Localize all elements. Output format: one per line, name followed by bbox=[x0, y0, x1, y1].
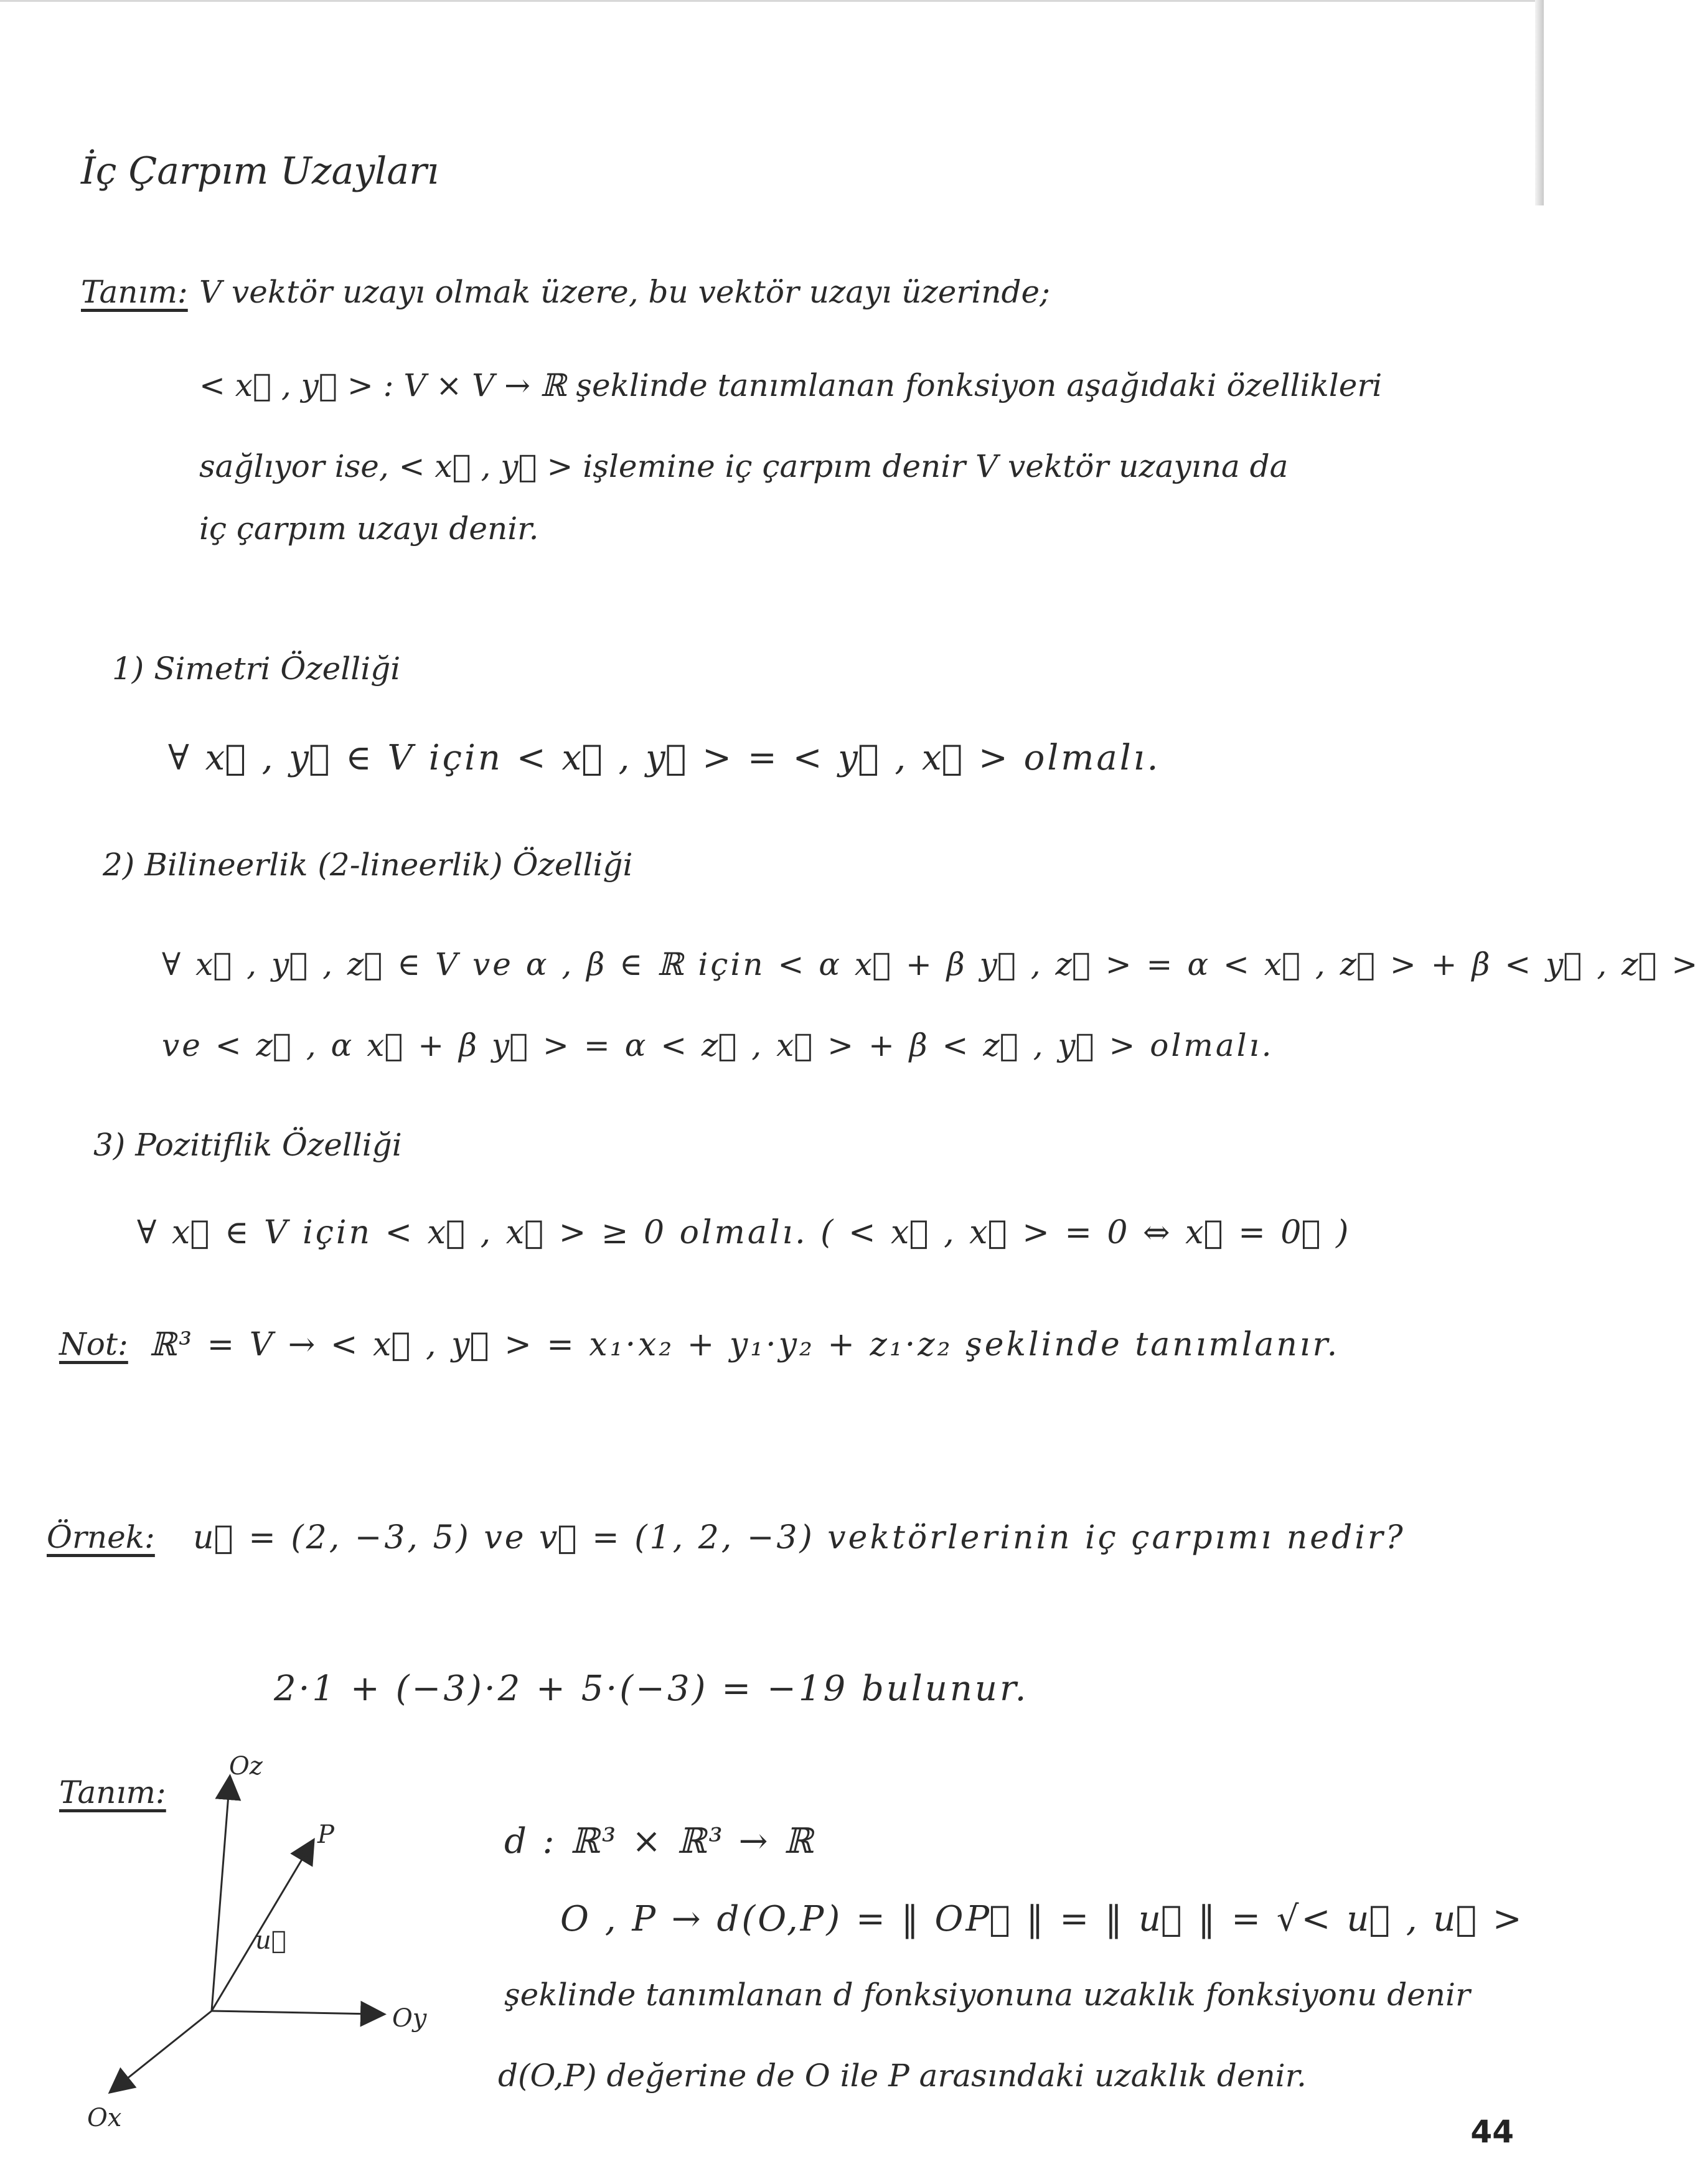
definition-label: Tanım: bbox=[81, 274, 188, 310]
definition-line-3: sağlıyor ise, < x⃗ , y⃗ > işlemine iç çarpım denir V vektör uzayına da bbox=[199, 448, 1289, 484]
x-axis bbox=[118, 2011, 212, 2086]
property-2-formula-2: ve < z⃗ , α x⃗ + β y⃗ > = α < z⃗ , x⃗ > + β < z⃗ , y⃗ > olmalı. bbox=[162, 1027, 1274, 1063]
definition2-label: Tanım: bbox=[59, 1774, 166, 1810]
note-text: ℝ³ = V → < x⃗ , y⃗ > = x₁·x₂ + y₁·y₂ + z₁·z₂ şeklinde tanımlanır. bbox=[149, 1326, 1340, 1363]
point-p-label: P bbox=[317, 1820, 334, 1849]
definition2-line-3: şeklinde tanımlanan d fonksiyonuna uzaklık fonksiyonu denir bbox=[504, 1977, 1470, 2013]
axis-y-label: Oy bbox=[392, 2004, 427, 2033]
page-number: 44 bbox=[1470, 2114, 1514, 2150]
point-p-dot bbox=[302, 1848, 311, 1857]
property-2-heading: 2) Bilineerlik (2-lineerlik) Özelliği bbox=[103, 847, 633, 883]
property-1-formula: ∀ x⃗ , y⃗ ∈ V için < x⃗ , y⃗ > = < y⃗ , x⃗ > olmalı. bbox=[168, 738, 1161, 778]
definition2-line-4: d(O,P) değerine de O ile P arasındaki uzaklık denir. bbox=[498, 2058, 1307, 2094]
property-2-formula: ∀ x⃗ , y⃗ , z⃗ ∈ V ve α , β ∈ ℝ için < α x⃗ + β y⃗ , z⃗ > = α < x⃗ , z⃗ > + β < y⃗ , z⃗ > bbox=[162, 946, 1700, 982]
property-1-heading: 1) Simetri Özelliği bbox=[112, 651, 401, 687]
coordinate-axes-diagram bbox=[62, 1749, 448, 2148]
axis-z-label: Oz bbox=[229, 1752, 263, 1781]
axis-x-label: Ox bbox=[87, 2104, 122, 2132]
definition-line-4: iç çarpım uzayı denir. bbox=[199, 511, 539, 547]
page-title: İç Çarpım Uzayları bbox=[81, 149, 439, 193]
definition-line-1: V vektör uzayı olmak üzere, bu vektör uzayı üzerinde; bbox=[199, 274, 1050, 310]
definition2-line-1: d : ℝ³ × ℝ³ → ℝ bbox=[504, 1821, 815, 1862]
property-3-formula: ∀ x⃗ ∈ V için < x⃗ , x⃗ > ≥ 0 olmalı. ( < x⃗ , x⃗ > = 0 ⇔ x⃗ = 0⃗ ) bbox=[137, 1214, 1351, 1251]
definition-line-2: < x⃗ , y⃗ > : V × V → ℝ şeklinde tanımlanan fonksiyon aşağıdaki özellikleri bbox=[199, 367, 1383, 403]
property-3-heading: 3) Pozitiflik Özelliği bbox=[93, 1127, 402, 1163]
y-axis bbox=[212, 2011, 373, 2014]
vector-u-label: u⃗ bbox=[255, 1926, 286, 1955]
z-axis bbox=[212, 1787, 229, 2011]
scan-right-edge bbox=[1535, 0, 1544, 205]
scan-top-edge bbox=[0, 0, 1544, 2]
example-solution: 2·1 + (−3)·2 + 5·(−3) = −19 bulunur. bbox=[274, 1669, 1029, 1709]
example-label: Örnek: bbox=[47, 1519, 155, 1555]
definition2-line-2: O , P → d(O,P) = ‖ OP⃗ ‖ = ‖ u⃗ ‖ = √< u⃗ , u⃗ > bbox=[560, 1899, 1524, 1939]
note-label: Not: bbox=[59, 1326, 128, 1362]
example-text: u⃗ = (2, −3, 5) ve v⃗ = (1, 2, −3) vektörlerinin iç çarpımı nedir? bbox=[193, 1519, 1406, 1556]
